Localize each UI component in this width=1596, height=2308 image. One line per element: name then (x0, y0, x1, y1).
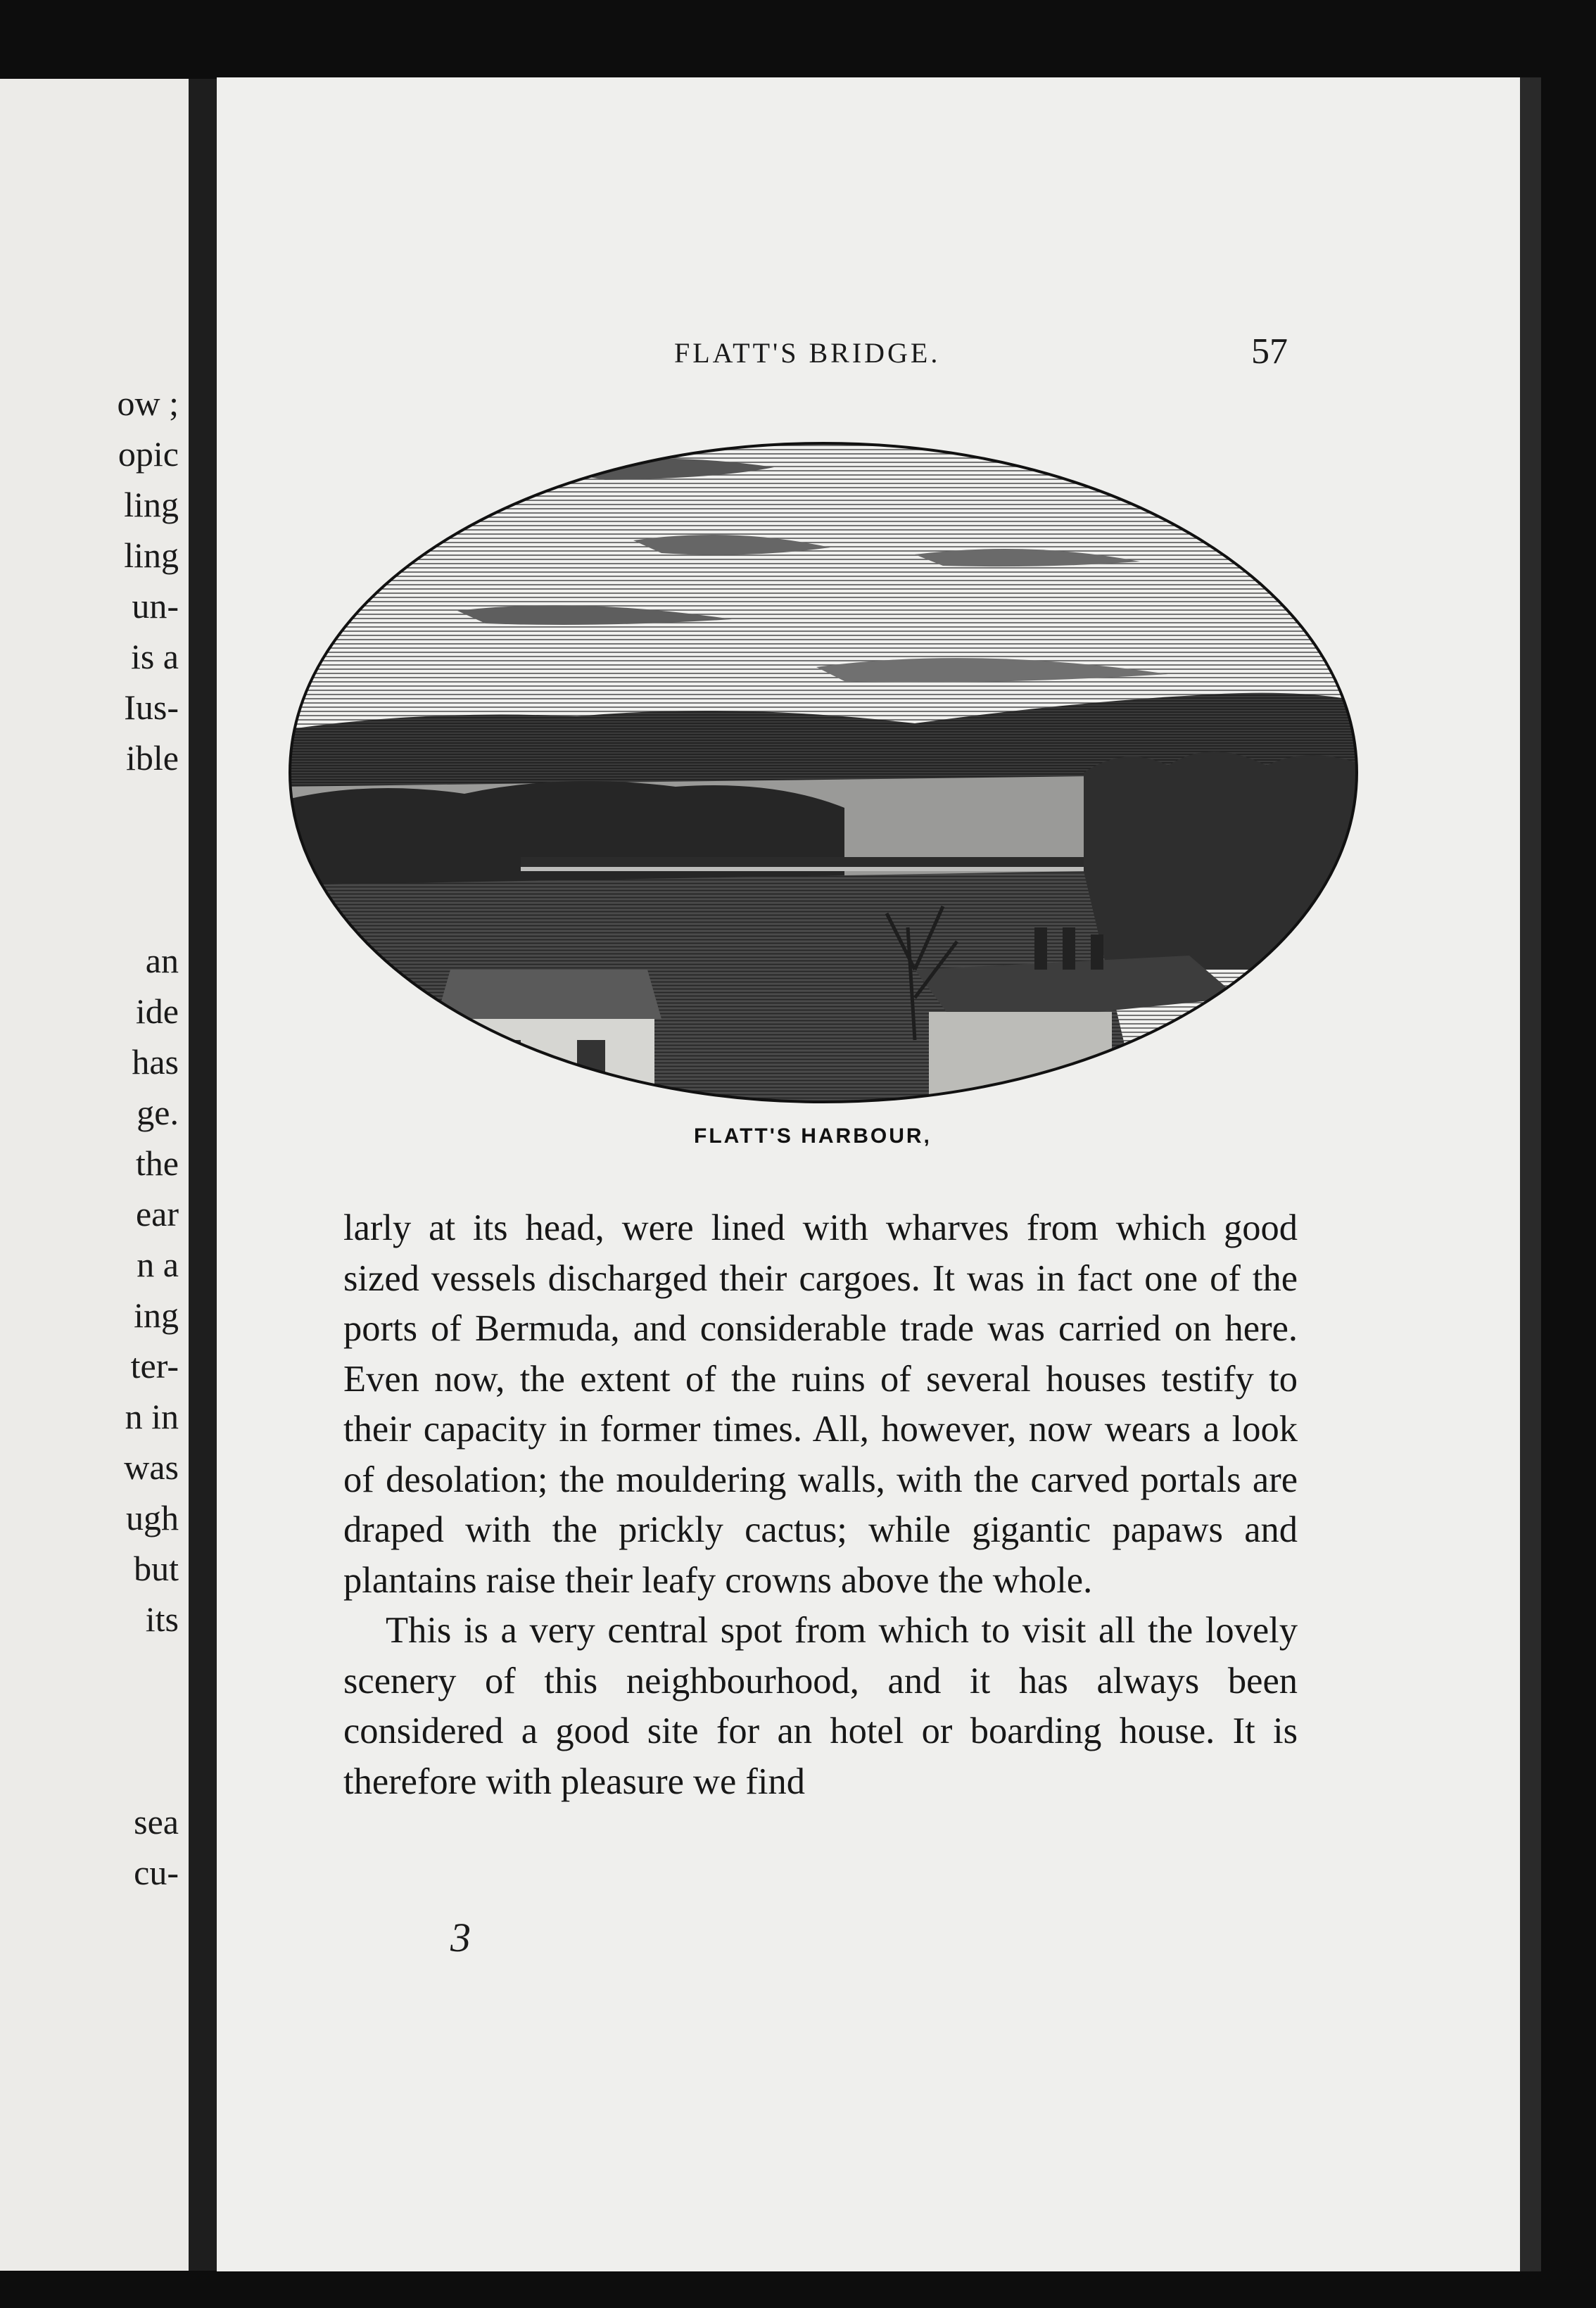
left-page-line: is a (130, 637, 179, 676)
page-edge (1520, 77, 1541, 2271)
left-page-fragment (0, 79, 189, 2271)
left-page-line: ugh (126, 1498, 179, 1537)
signature-mark: 3 (450, 1915, 471, 1960)
left-page-line: has (132, 1042, 179, 1082)
left-page-line: ear (135, 1194, 179, 1234)
running-head: FLATT'S BRIDGE. (674, 337, 941, 369)
page-number: 57 (1251, 331, 1288, 372)
body-text (343, 1203, 1298, 1807)
left-page-line: ow ; (117, 383, 179, 423)
left-page-line: n a (137, 1245, 179, 1284)
left-page-line: Ius- (124, 687, 179, 727)
left-page-line: but (134, 1549, 179, 1588)
left-page-line: was (124, 1447, 179, 1487)
left-page-line: ide (135, 991, 179, 1031)
left-page-line: opic (118, 434, 179, 474)
left-page-line: cu- (134, 1853, 179, 1892)
book-gutter (189, 79, 217, 2271)
left-page-line: ing (134, 1295, 179, 1335)
left-page-line: its (145, 1599, 179, 1639)
left-page-line: ling (124, 535, 179, 575)
harbour-engraving (281, 435, 1365, 1110)
left-page-line: n in (125, 1397, 179, 1436)
left-page-line: ter- (130, 1346, 179, 1386)
left-page-line: un- (132, 586, 179, 626)
left-page-line: ling (124, 485, 179, 524)
left-page-line: ible (126, 738, 179, 778)
paragraph-2: This is a very central spot from which to visit all the lovely scenery of this neighbourhood, and it has always been considered a good site for an hotel or boarding house. It is therefore with pleasure we find (343, 1610, 1298, 1802)
right-page (217, 77, 1520, 2271)
left-page-line: ge. (137, 1093, 179, 1132)
left-page-line: the (135, 1143, 179, 1183)
illustration-caption: FLATT'S HARBOUR, (694, 1124, 932, 1148)
left-page-line: sea (134, 1802, 179, 1841)
paragraph-1: larly at its head, were lined with wharves from which good sized vessels discharged their cargoes. It was in fact one of the ports of Bermuda, and considerable trade was carried on here. Even now, the extent of the ruins of several houses testify to their capacity in former times. All, however, now wears a look of desolation; the mouldering walls, with the carved portals are draped with the prickly cactus; while gigantic papaws and plantains raise their leafy crowns above the whole. (343, 1207, 1298, 1601)
left-page-line: an (145, 941, 179, 980)
